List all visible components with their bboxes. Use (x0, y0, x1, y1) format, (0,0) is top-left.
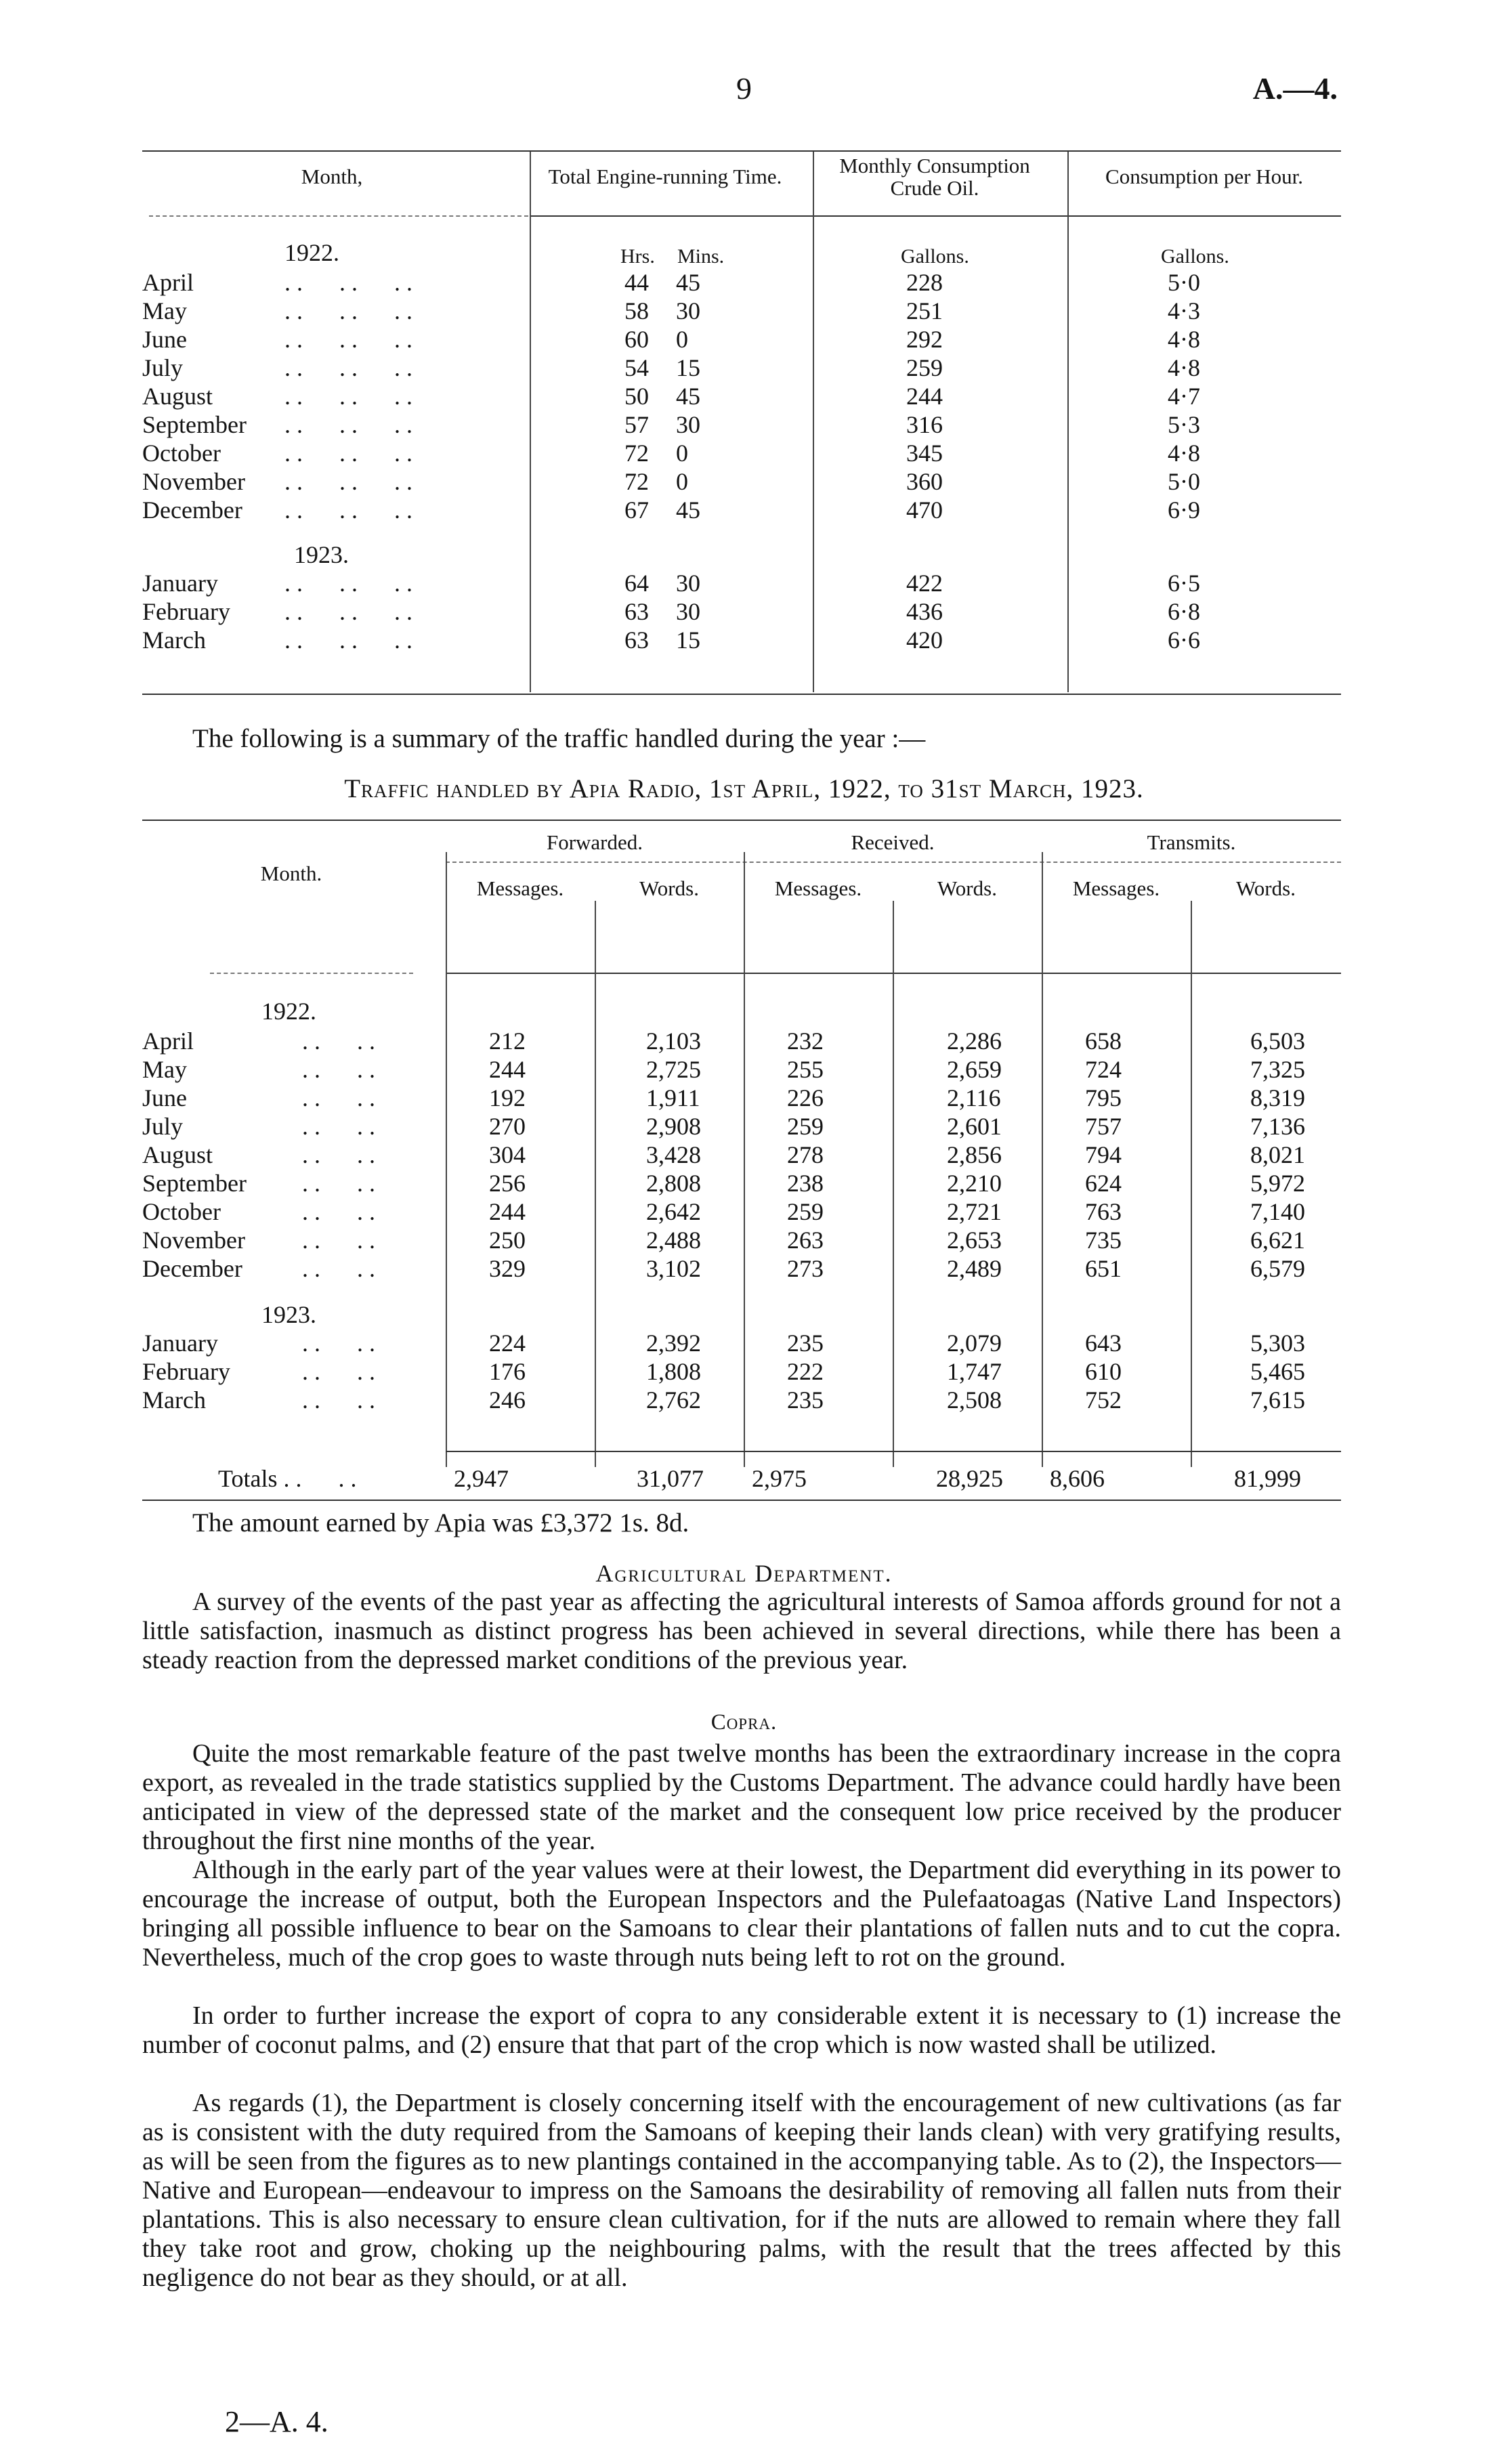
per-hour-cell: 4·7 (1168, 383, 1200, 410)
leader-dots: . . . . . . (284, 297, 412, 324)
table-row (142, 410, 1341, 439)
received-messages-cell: 235 (787, 1330, 824, 1357)
leader-dots: . . . . (302, 1358, 375, 1385)
minutes-cell: 30 (676, 570, 700, 597)
transmit-messages-cell: 795 (1085, 1084, 1122, 1111)
table-row (142, 467, 1341, 496)
sub-header-words: Words. (639, 876, 699, 900)
forwarded-words-cell: 1,808 (646, 1358, 701, 1385)
hours-cell: 63 (624, 626, 649, 654)
table-row (142, 1254, 1341, 1283)
month-cell: October (142, 440, 221, 467)
amount-earned-text: The amount earned by Apia was £3,372 1s. 8d. (192, 1508, 689, 1537)
month-cell: November (142, 1227, 245, 1254)
leader-dots: . . . . (302, 1227, 375, 1254)
hours-cell: 50 (624, 383, 649, 410)
hours-cell: 63 (624, 598, 649, 625)
leader-dots: . . . . (302, 1198, 375, 1225)
received-words-cell: 2,721 (947, 1198, 1002, 1225)
hours-cell: 60 (624, 326, 649, 353)
transmit-messages-cell: 724 (1085, 1056, 1122, 1083)
transmit-messages-cell: 763 (1085, 1198, 1122, 1225)
col-header-oil-line1: Monthly Consumption (839, 154, 1030, 177)
received-messages-cell: 278 (787, 1141, 824, 1168)
month-cell: June (142, 326, 187, 353)
leader-dots: . . . . . . (284, 326, 412, 353)
table-top-rule (142, 150, 1341, 152)
forwarded-words-cell: 2,392 (646, 1330, 701, 1357)
leader-dots: . . . . . . (284, 598, 412, 625)
col-header-oil (813, 154, 1057, 199)
col-header-month: Month, (301, 165, 363, 188)
received-messages-cell: 259 (787, 1198, 824, 1225)
group-dash-rule (446, 862, 1341, 863)
received-messages-cell: 263 (787, 1227, 824, 1254)
transmit-words-cell: 7,136 (1250, 1113, 1305, 1140)
received-words-cell: 1,747 (947, 1358, 1002, 1385)
month-cell: April (142, 269, 194, 296)
col-header-engine-time: Total Engine-running Time. (548, 165, 782, 188)
table-row (142, 1141, 1341, 1169)
col-header-oil-line2: Crude Oil. (890, 176, 979, 200)
month-cell: April (142, 1027, 194, 1055)
month-cell: March (142, 626, 206, 654)
table-row (142, 354, 1341, 382)
table-row (142, 626, 1341, 654)
hours-cell: 67 (624, 496, 649, 524)
month-cell: January (142, 1330, 218, 1357)
transmit-words-cell: 7,615 (1250, 1386, 1305, 1414)
month-cell: July (142, 1113, 184, 1140)
per-hour-cell: 6·5 (1168, 570, 1200, 597)
table-bottom-rule (142, 1500, 1341, 1501)
gallons-cell: 292 (906, 326, 943, 353)
sub-header-messages: Messages. (774, 876, 862, 900)
received-messages-cell: 273 (787, 1255, 824, 1282)
leader-dots: . . . . (302, 1330, 375, 1357)
table-row (142, 1027, 1341, 1055)
received-messages-cell: 226 (787, 1084, 824, 1111)
document-reference: A.—4. (1252, 71, 1338, 106)
sub-header-words: Words. (937, 876, 997, 900)
received-messages-cell: 232 (787, 1027, 824, 1055)
minutes-cell: 15 (676, 626, 700, 654)
table-row (142, 1197, 1341, 1226)
leader-dots: . . . . . . (284, 626, 412, 654)
header-dash-rule (149, 215, 528, 217)
group-header-received: Received. (851, 830, 935, 854)
leader-dots: . . . . (302, 1141, 375, 1168)
totals-transmit-messages: 8,606 (1050, 1465, 1105, 1492)
minutes-cell: 30 (676, 598, 700, 625)
received-words-cell: 2,659 (947, 1056, 1002, 1083)
year-label: 1922. (284, 239, 339, 266)
leader-dots: . . . . . . (284, 570, 412, 597)
month-cell: May (142, 1056, 187, 1083)
section-heading: Agricultural Department. (595, 1560, 893, 1587)
per-hour-cell: 4·8 (1168, 354, 1200, 381)
transmit-words-cell: 8,319 (1250, 1084, 1305, 1111)
totals-rule (446, 1451, 1341, 1452)
leader-dots: . . . . . . (284, 383, 412, 410)
received-messages-cell: 222 (787, 1358, 824, 1385)
forwarded-words-cell: 2,642 (646, 1198, 701, 1225)
unit-gallons: Gallons. (901, 245, 969, 268)
leader-dots: . . . . (302, 1113, 375, 1140)
gallons-cell: 228 (906, 269, 943, 296)
leader-dots: . . . . (302, 1170, 375, 1197)
gallons-cell: 259 (906, 354, 943, 381)
table-row (142, 382, 1341, 410)
totals-forwarded-words: 31,077 (637, 1465, 704, 1492)
transmit-words-cell: 6,503 (1250, 1027, 1305, 1055)
month-cell: October (142, 1198, 221, 1225)
forwarded-messages-cell: 246 (489, 1386, 526, 1414)
transmit-messages-cell: 624 (1085, 1170, 1122, 1197)
gallons-cell: 470 (906, 496, 943, 524)
received-messages-cell: 255 (787, 1056, 824, 1083)
per-hour-cell: 4·3 (1168, 297, 1200, 324)
gallons-cell: 420 (906, 626, 943, 654)
leader-dots: . . . . . . (284, 354, 412, 381)
forwarded-words-cell: 1,911 (646, 1084, 700, 1111)
month-cell: July (142, 354, 184, 381)
per-hour-cell: 6·9 (1168, 496, 1200, 524)
leader-dots: . . . . (302, 1084, 375, 1111)
col-header-month: Month. (260, 862, 322, 885)
totals-label-text: Totals (218, 1465, 278, 1492)
forwarded-words-cell: 2,488 (646, 1227, 701, 1254)
leader-dots: . . . . (302, 1255, 375, 1282)
totals-received-words: 28,925 (936, 1465, 1003, 1492)
table-row (142, 297, 1341, 325)
footer-reference: 2—A. 4. (225, 2405, 328, 2438)
forwarded-words-cell: 3,102 (646, 1255, 701, 1282)
transmit-messages-cell: 643 (1085, 1330, 1122, 1357)
totals-row (142, 1464, 1341, 1493)
table-row (142, 268, 1341, 297)
received-words-cell: 2,079 (947, 1330, 1002, 1357)
month-cell: September (142, 1170, 247, 1197)
per-hour-cell: 5·0 (1168, 468, 1200, 495)
month-cell: March (142, 1386, 206, 1414)
gallons-cell: 422 (906, 570, 943, 597)
paragraph: In order to further increase the export of copra to any considerable extent it is necessary to (1) increase the number of coconut palms, and (2) ensure that that part of the crop which is now wasted shall be utilized. (142, 2001, 1341, 2059)
leader-dots: . . . . (302, 1386, 375, 1414)
month-cell: August (142, 1141, 213, 1168)
paragraph: Quite the most remarkable feature of the past twelve months has been the extraordinary increase in the copra export, as revealed in the trade statistics supplied by the Customs Department. The advance could hardly have been anticipated in view of the depressed state of the market and the consequent low price received by the producer throughout the first nine months of the year. (142, 1739, 1341, 1855)
forwarded-messages-cell: 244 (489, 1198, 526, 1225)
transmit-words-cell: 6,579 (1250, 1255, 1305, 1282)
month-cell: February (142, 598, 230, 625)
transmit-messages-cell: 610 (1085, 1358, 1122, 1385)
totals-forwarded-messages: 2,947 (454, 1465, 509, 1492)
forwarded-messages-cell: 176 (489, 1358, 526, 1385)
forwarded-messages-cell: 224 (489, 1330, 526, 1357)
table-row (142, 597, 1341, 626)
sub-header-messages: Messages. (476, 876, 564, 900)
year-label: 1923. (294, 541, 349, 568)
per-hour-cell: 6·6 (1168, 626, 1200, 654)
received-messages-cell: 259 (787, 1113, 824, 1140)
unit-gallons-per-hour: Gallons. (1161, 245, 1229, 268)
month-cell: June (142, 1084, 187, 1111)
month-cell: August (142, 383, 213, 410)
hours-cell: 54 (624, 354, 649, 381)
transmit-messages-cell: 757 (1085, 1113, 1122, 1140)
month-cell: December (142, 1255, 242, 1282)
leader-dots: . . . . . . (284, 496, 412, 524)
per-hour-cell: 4·8 (1168, 440, 1200, 467)
month-cell: January (142, 570, 218, 597)
forwarded-words-cell: 3,428 (646, 1141, 701, 1168)
forwarded-words-cell: 2,808 (646, 1170, 701, 1197)
received-words-cell: 2,653 (947, 1227, 1002, 1254)
month-cell: September (142, 411, 247, 438)
transmit-messages-cell: 658 (1085, 1027, 1122, 1055)
paragraph: As regards (1), the Department is closely concerning itself with the encouragement of new cultivations (as far as is consistent with the duty required from the Samoans of keeping their lands clean) with very gratifying results, as will be seen from the figures as to new plantings contained in the accompanying table. As to (2), the Inspectors—Native and European—endeavour to impress on the Samoans the desirability of removing all fallen nuts from their plantations. This is also necessary to ensure clean cultivation, for if the nuts are allowed to remain where they fall they take root and grow, choking up the neighbouring palms, with the result that the trees affected by this negligence do not bear as they should, or at all. (142, 2089, 1341, 2292)
received-words-cell: 2,210 (947, 1170, 1002, 1197)
transmit-words-cell: 6,621 (1250, 1227, 1305, 1254)
forwarded-words-cell: 2,725 (646, 1056, 701, 1083)
hours-cell: 72 (624, 468, 649, 495)
gallons-cell: 436 (906, 598, 943, 625)
transmit-words-cell: 7,140 (1250, 1198, 1305, 1225)
leader-dots: . . . . . . (284, 468, 412, 495)
traffic-table-title: Traffic handled by Apia Radio, 1st April, 1922, to 31st March, 1923. (344, 774, 1144, 803)
table-bottom-rule (142, 694, 1341, 695)
received-messages-cell: 235 (787, 1386, 824, 1414)
totals-transmit-words: 81,999 (1234, 1465, 1301, 1492)
received-words-cell: 2,601 (947, 1113, 1002, 1140)
forwarded-messages-cell: 329 (489, 1255, 526, 1282)
received-words-cell: 2,489 (947, 1255, 1002, 1282)
forwarded-messages-cell: 250 (489, 1227, 526, 1254)
minutes-cell: 30 (676, 411, 700, 438)
month-cell: December (142, 496, 242, 524)
table-row (142, 1386, 1341, 1414)
month-cell: November (142, 468, 245, 495)
leader-dots: . . . . . . (284, 411, 412, 438)
forwarded-messages-cell: 304 (489, 1141, 526, 1168)
forwarded-messages-cell: 192 (489, 1084, 526, 1111)
forwarded-messages-cell: 212 (489, 1027, 526, 1055)
gallons-cell: 316 (906, 411, 943, 438)
hours-cell: 72 (624, 440, 649, 467)
totals-received-messages: 2,975 (752, 1465, 807, 1492)
hours-cell: 64 (624, 570, 649, 597)
table-row (142, 1169, 1341, 1197)
table-row (142, 1357, 1341, 1386)
table-row (142, 1055, 1341, 1084)
per-hour-cell: 6·8 (1168, 598, 1200, 625)
forwarded-words-cell: 2,908 (646, 1113, 701, 1140)
minutes-cell: 15 (676, 354, 700, 381)
received-words-cell: 2,856 (947, 1141, 1002, 1168)
minutes-cell: 0 (676, 468, 688, 495)
traffic-intro-text: The following is a summary of the traffic handled during the year :— (192, 724, 926, 753)
received-words-cell: 2,116 (947, 1084, 1001, 1111)
leader-dots: . . . . (302, 1027, 375, 1055)
received-words-cell: 2,286 (947, 1027, 1002, 1055)
leader-dots: . . . . (302, 1056, 375, 1083)
group-header-forwarded: Forwarded. (546, 830, 643, 854)
transmit-messages-cell: 651 (1085, 1255, 1122, 1282)
page-number: 9 (736, 71, 752, 106)
minutes-cell: 30 (676, 297, 700, 324)
totals-label: Totals . . . . (218, 1465, 357, 1492)
received-words-cell: 2,508 (947, 1386, 1002, 1414)
transmit-messages-cell: 794 (1085, 1141, 1122, 1168)
hours-cell: 58 (624, 297, 649, 324)
forwarded-words-cell: 2,762 (646, 1386, 701, 1414)
unit-mins: Mins. (677, 245, 725, 268)
table-row (142, 1084, 1341, 1112)
minutes-cell: 45 (676, 496, 700, 524)
minutes-cell: 45 (676, 269, 700, 296)
header-dash-rule (210, 973, 413, 974)
minutes-cell: 0 (676, 326, 688, 353)
transmit-words-cell: 8,021 (1250, 1141, 1305, 1168)
header-rule (530, 215, 1341, 217)
per-hour-cell: 5·0 (1168, 269, 1200, 296)
sub-heading: Copra. (710, 1710, 778, 1735)
transmit-words-cell: 5,972 (1250, 1170, 1305, 1197)
forwarded-messages-cell: 256 (489, 1170, 526, 1197)
transmit-messages-cell: 735 (1085, 1227, 1122, 1254)
sub-header-words: Words. (1236, 876, 1296, 900)
minutes-cell: 0 (676, 440, 688, 467)
paragraph: Although in the early part of the year values were at their lowest, the Department did everything in its power to encourage the increase of output, both the European Inspectors and the Pulefaatoagas (Native Land Inspectors) bringing all possible influence to bear on the Samoans to clear their plantations of fallen nuts and to cut the copra. Nevertheless, much of the crop goes to waste through nuts being left to rot on the ground. (142, 1856, 1341, 1972)
month-cell: February (142, 1358, 230, 1385)
table-row (142, 496, 1341, 524)
gallons-cell: 251 (906, 297, 943, 324)
gallons-cell: 345 (906, 440, 943, 467)
table-row (142, 325, 1341, 354)
leader-dots: . . . . . . (284, 440, 412, 467)
unit-hrs: Hrs. (620, 245, 655, 268)
received-messages-cell: 238 (787, 1170, 824, 1197)
group-header-transmits: Transmits. (1147, 830, 1236, 854)
per-hour-cell: 4·8 (1168, 326, 1200, 353)
minutes-cell: 45 (676, 383, 700, 410)
col-header-per-hour: Consumption per Hour. (1105, 165, 1303, 188)
table-row (142, 1329, 1341, 1357)
forwarded-words-cell: 2,103 (646, 1027, 701, 1055)
month-cell: May (142, 297, 187, 324)
table-row (142, 439, 1341, 467)
transmit-words-cell: 5,303 (1250, 1330, 1305, 1357)
table-top-rule (142, 820, 1341, 821)
gallons-cell: 244 (906, 383, 943, 410)
transmit-messages-cell: 752 (1085, 1386, 1122, 1414)
forwarded-messages-cell: 270 (489, 1113, 526, 1140)
year-label: 1923. (261, 1301, 316, 1328)
transmit-words-cell: 5,465 (1250, 1358, 1305, 1385)
table-row (142, 1112, 1341, 1141)
gallons-cell: 360 (906, 468, 943, 495)
per-hour-cell: 5·3 (1168, 411, 1200, 438)
forwarded-messages-cell: 244 (489, 1056, 526, 1083)
sub-header-messages: Messages. (1072, 876, 1160, 900)
year-label: 1922. (261, 998, 316, 1025)
paragraph: A survey of the events of the past year as affecting the agricultural interests of Samoa affords ground for not a little satisfaction, inasmuch as distinct progress has been achieved in several directions, while there has been a steady reaction from the depressed market conditions of the previous year. (142, 1588, 1341, 1674)
hours-cell: 57 (624, 411, 649, 438)
hours-cell: 44 (624, 269, 649, 296)
leader-dots: . . . . . . (284, 269, 412, 296)
table-row (142, 569, 1341, 597)
transmit-words-cell: 7,325 (1250, 1056, 1305, 1083)
table-row (142, 1226, 1341, 1254)
